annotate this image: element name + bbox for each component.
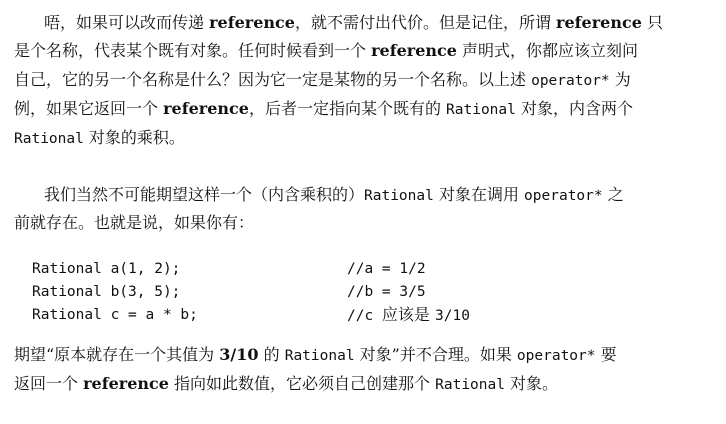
code-comment-1: [347, 259, 426, 279]
code-comment-3: [347, 305, 470, 326]
term-reference: reference: [163, 99, 249, 118]
text: 返回一个: [14, 374, 84, 393]
text: ，后者一定指向某个既有的: [248, 99, 447, 118]
text: 的: [258, 345, 285, 364]
text: 指向如此数值，它必须自己创建那个: [168, 374, 436, 393]
text: 之: [602, 185, 624, 204]
term-reference: reference: [83, 374, 169, 393]
value-3-10: 3/10: [219, 345, 259, 364]
code-comment: //b = 3/5: [347, 284, 426, 300]
text: ，就不需付出代价。但是记住，所谓: [294, 13, 557, 32]
text: 前就存在。也就是说，如果你有：: [14, 213, 255, 232]
code-comment: //a = 1/2: [347, 261, 426, 277]
text: 期望“原本就存在一个其值为: [14, 345, 220, 364]
code-rational: Rational: [14, 131, 84, 147]
text: 只: [641, 13, 663, 32]
text: 对象的乘积。: [83, 128, 185, 147]
text: 要: [595, 345, 617, 364]
paragraph-1-line-5: [14, 127, 185, 150]
term-reference: reference: [371, 41, 457, 60]
text: 我们当然不可能期望这样一个（内含乘积的）: [44, 185, 365, 204]
paragraph-1-line-2: [14, 40, 638, 62]
term-reference: reference: [556, 13, 642, 32]
paragraph-2-line-2: [14, 212, 254, 234]
code-rational: Rational: [446, 102, 516, 118]
paragraph-1-line-3: [14, 69, 631, 92]
code-comment-2: [347, 282, 426, 302]
code-line-2: [32, 282, 180, 302]
text: 对象，内含两个: [515, 99, 633, 118]
paragraph-2-line-1: [44, 184, 624, 207]
paragraph-3-line-2: [14, 373, 558, 396]
code-line-1: [32, 259, 180, 279]
text: 声明式，你都应该立刻问: [456, 41, 639, 60]
term-reference: reference: [209, 13, 295, 32]
code-operator: operator*: [524, 188, 603, 204]
paragraph-1-line-4: [14, 98, 633, 121]
code-statement: Rational a(1, 2);: [32, 261, 181, 277]
text: 对象。: [504, 374, 559, 393]
text: 唔，如果可以改而传递: [44, 13, 210, 32]
code-statement: Rational b(3, 5);: [32, 284, 181, 300]
code-rational: Rational: [284, 348, 355, 364]
code-comment-value: 3/10: [435, 308, 470, 324]
code-operator: operator*: [516, 348, 596, 364]
paragraph-1-line-1: [44, 12, 663, 34]
text: 例，如果它返回一个: [14, 99, 164, 118]
code-rational: Rational: [435, 377, 505, 393]
code-comment: //c: [347, 308, 382, 324]
text: 是个名称，代表某个既有对象。任何时候看到一个: [14, 41, 372, 60]
text: 为: [609, 70, 631, 89]
text: 自己，它的另一个名称是什么？因为它一定是某物的另一个名称。以上述: [14, 70, 532, 89]
text: 对象在调用: [433, 185, 525, 204]
code-operator: operator*: [531, 73, 610, 89]
paragraph-3-line-1: [14, 344, 617, 367]
code-statement: Rational c = a * b;: [32, 307, 198, 323]
code-rational: Rational: [364, 188, 434, 204]
code-comment-cn: 应该是: [381, 305, 436, 324]
code-line-3: [32, 305, 198, 325]
text: 对象”并不合理。如果: [354, 345, 517, 364]
